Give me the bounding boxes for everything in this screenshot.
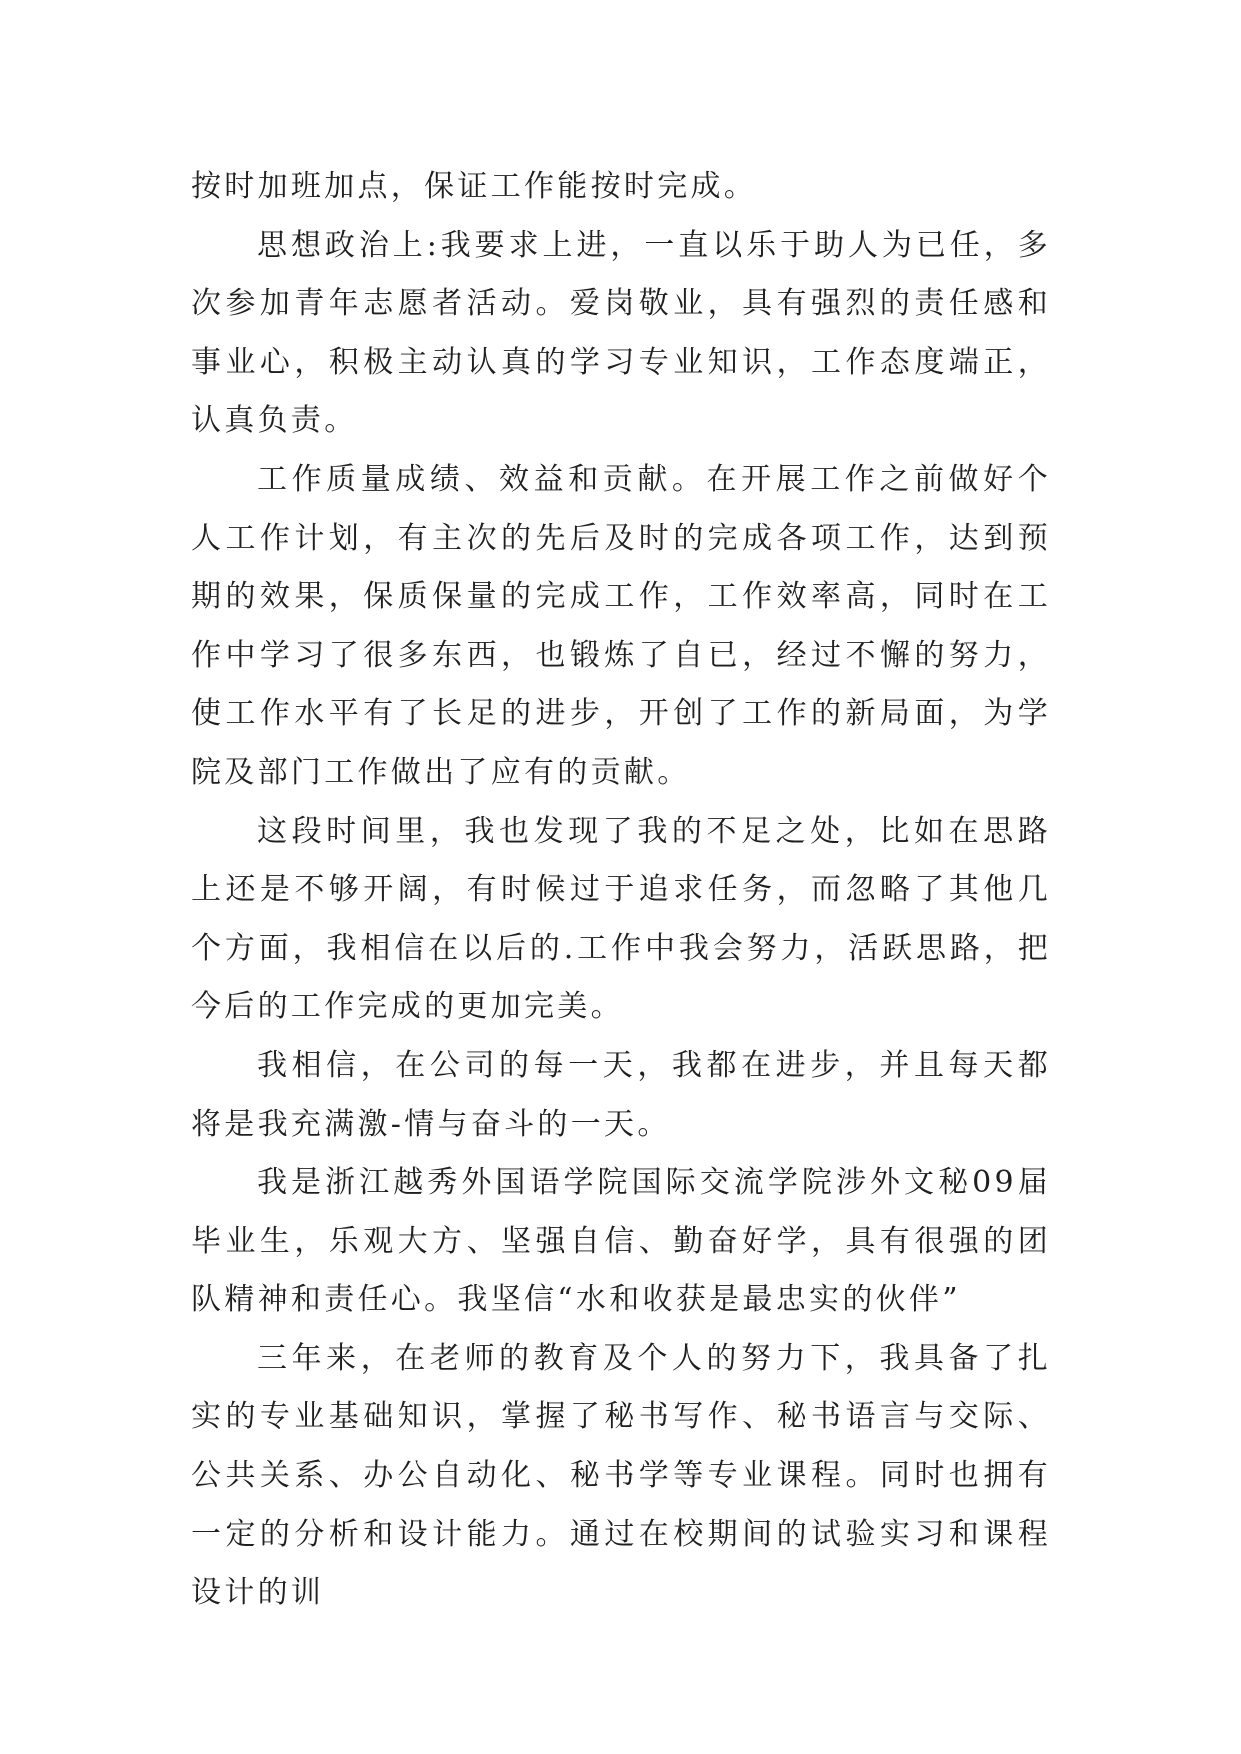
paragraph-3: 工作质量成绩、效益和贡献。在开展工作之前做好个人工作计划，有主次的先后及时的完成各项工作，达到预期的效果，保质保量的完成工作，工作效率高，同时在工作中学习了很多东西，也锻炼了自已，经过不懈的努力，使工作水平有了长足的进步，开创了工作的新局面，为学院及部门工作做出了应有的贡献。 xyxy=(191,461,1051,790)
document-body xyxy=(191,158,1051,1623)
paragraph-5: 我相信，在公司的每一天，我都在进步，并且每天都将是我充满激-情与奋斗的一天。 xyxy=(191,1047,1051,1142)
paragraph-1: 按时加班加点，保证工作能按时完成。 xyxy=(191,169,758,204)
paragraph-4: 这段时间里，我也发现了我的不足之处，比如在思路上还是不够开阔，有时候过于追求任务，而忽略了其他几个方面，我相信在以后的.工作中我会努力，活跃思路，把今后的工作完成的更加完美。 xyxy=(191,813,1051,1025)
paragraph-7: 三年来，在老师的教育及个人的努力下，我具备了扎实的专业基础知识，掌握了秘书写作、秘书语言与交际、公共关系、办公自动化、秘书学等专业课程。同时也拥有一定的分析和设计能力。通过在校期间的试验实习和课程设计的训 xyxy=(191,1340,1051,1611)
paragraph-6: 我是浙江越秀外国语学院国际交流学院涉外文秘09届毕业生，乐观大方、坚强自信、勤奋好学，具有很强的团队精神和责任心。我坚信“水和收获是最忠实的伙伴” xyxy=(191,1165,1051,1318)
paragraph-2: 思想政治上:我要求上进，一直以乐于助人为已任，多次参加青年志愿者活动。爱岗敬业，具有强烈的责任感和事业心，积极主动认真的学习专业知识，工作态度端正，认真负责。 xyxy=(191,227,1051,439)
